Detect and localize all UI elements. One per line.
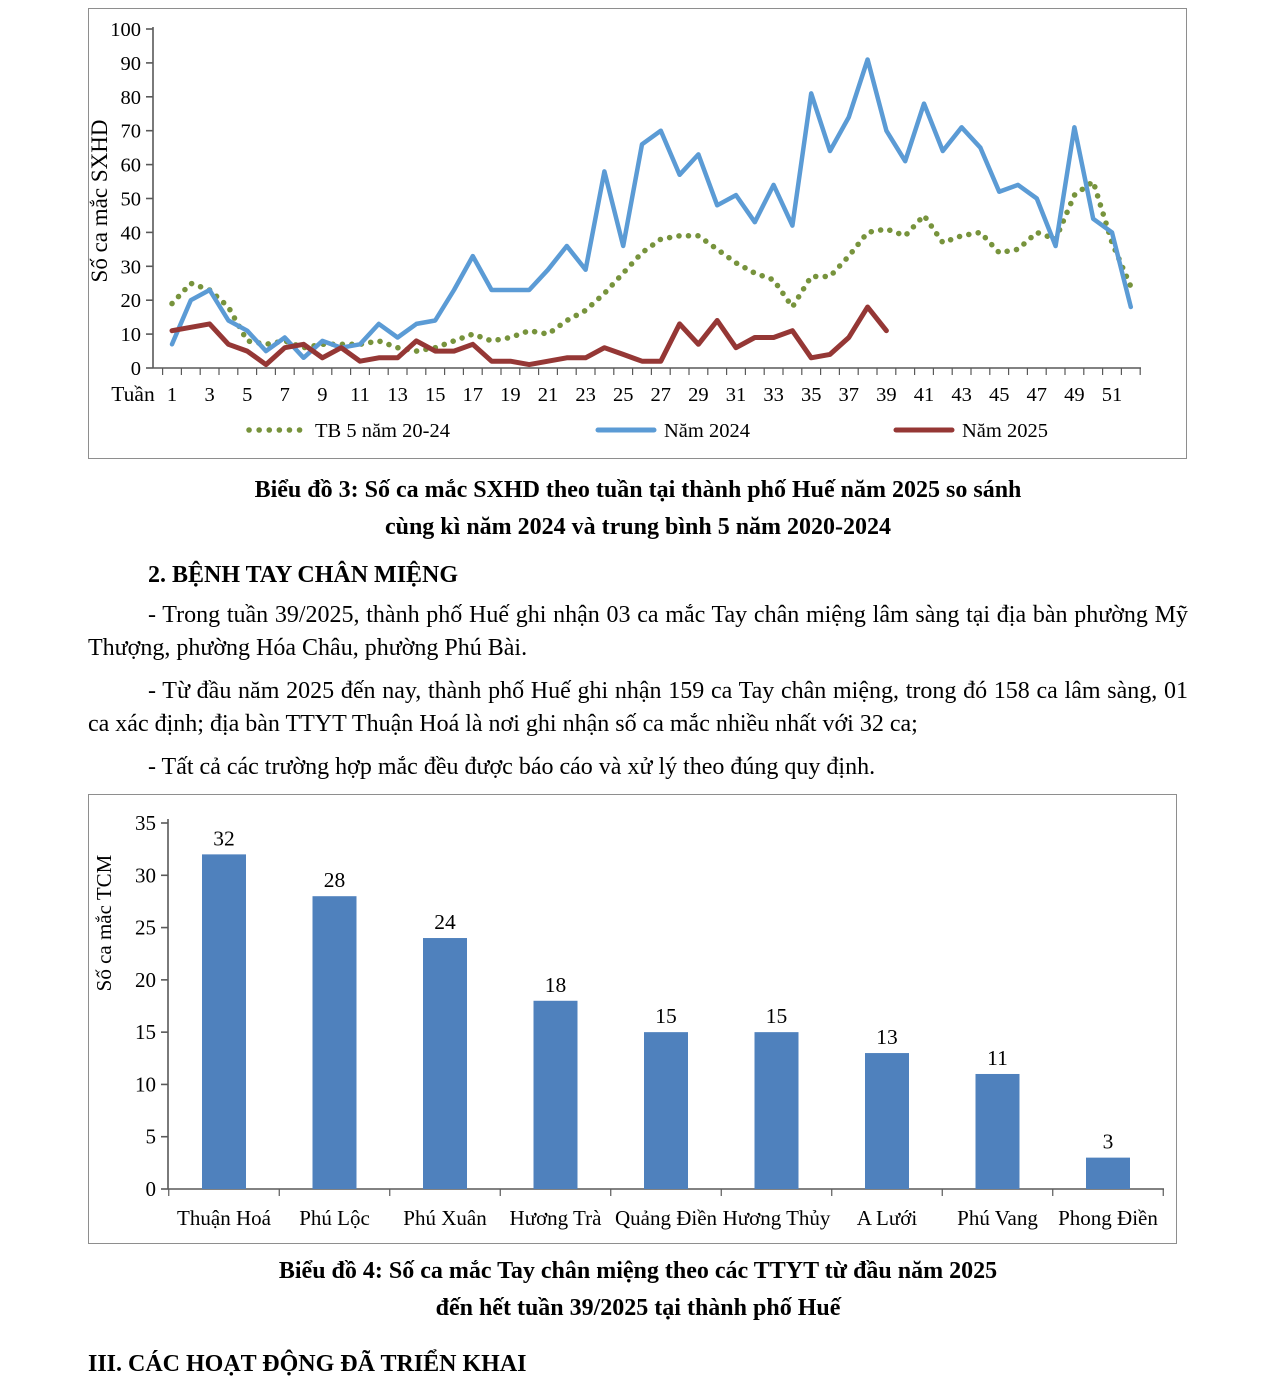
- svg-text:19: 19: [500, 384, 521, 406]
- svg-text:0: 0: [130, 358, 141, 380]
- svg-text:37: 37: [838, 384, 860, 406]
- chart4-caption-line1: Biểu đồ 4: Số ca mắc Tay chân miệng theo các TTYT từ đầu năm 2025: [278, 1258, 998, 1284]
- svg-text:20: 20: [120, 290, 141, 313]
- bar-value-label: 18: [544, 972, 567, 997]
- legend-label: TB 5 năm 20-24: [315, 420, 450, 442]
- tcm-bar-chart: [89, 795, 1176, 1243]
- tcm-paragraph-1: - Trong tuần 39/2025, thành phố Huế ghi nhận 03 ca mắc Tay chân miệng lâm sàng tại địa bàn phường Mỹ Thượng, phường Hóa Châu, phường Phú Bài.: [88, 602, 1188, 661]
- bar-category-label: Phong Điền: [1058, 1206, 1158, 1230]
- svg-text:11: 11: [350, 384, 370, 406]
- tcm-paragraph-2: - Từ đầu năm 2025 đến nay, thành phố Huế ghi nhận 159 ca Tay chân miệng, trong đó 158 ca lâm sàng, 01 ca xác định; địa bàn TTYT Thuận Hoá là nơi ghi nhận số ca mắc nhiều nhất với 32 ca;: [88, 678, 1188, 737]
- bar-category-label: A Lưới: [856, 1206, 918, 1230]
- svg-text:45: 45: [988, 384, 1010, 406]
- legend-label: Năm 2025: [962, 420, 1048, 442]
- svg-text:17: 17: [462, 384, 484, 406]
- series-năm-2024: [172, 60, 1131, 358]
- svg-text:0: 0: [145, 1177, 156, 1201]
- svg-text:100: 100: [110, 19, 141, 41]
- bar-Hương Thủy: [755, 1032, 799, 1189]
- svg-text:5: 5: [145, 1124, 156, 1149]
- svg-text:7: 7: [279, 384, 290, 406]
- bar-category-label: Hương Trà: [509, 1206, 602, 1230]
- svg-text:43: 43: [951, 384, 972, 406]
- legend: [249, 420, 1048, 442]
- bar-value-label: 3: [1102, 1129, 1114, 1154]
- svg-text:15: 15: [135, 1020, 156, 1045]
- bar-Phú Xuân: [423, 938, 467, 1189]
- svg-text:49: 49: [1064, 384, 1085, 406]
- series-tb-5-năm-20-24: [172, 182, 1131, 352]
- bar-value-label: 15: [765, 1004, 788, 1029]
- tcm-paragraph-3: - Tất cả các trường hợp mắc đều được báo cáo và xử lý theo đúng quy định.: [148, 754, 876, 780]
- chart4-caption: [88, 1253, 1188, 1327]
- svg-text:90: 90: [120, 52, 141, 75]
- svg-text:51: 51: [1101, 384, 1123, 406]
- y-axis-title: Số ca mắc SXHD: [89, 119, 112, 283]
- svg-text:31: 31: [725, 384, 747, 406]
- bar-category-label: Phú Xuân: [403, 1206, 487, 1230]
- svg-text:27: 27: [650, 384, 672, 406]
- svg-text:50: 50: [120, 188, 141, 211]
- bar-value-label: 15: [655, 1004, 677, 1029]
- bar-Thuận Hoá: [202, 854, 246, 1189]
- sxhd-line-chart-box: [88, 8, 1187, 459]
- bar-category-label: Phú Lộc: [299, 1206, 370, 1230]
- svg-text:30: 30: [120, 256, 141, 279]
- bar-value-label: 11: [987, 1045, 1008, 1070]
- svg-text:13: 13: [387, 384, 408, 406]
- svg-text:9: 9: [317, 384, 328, 406]
- svg-text:20: 20: [135, 967, 156, 992]
- svg-text:35: 35: [800, 384, 822, 406]
- bar-Hương Trà: [534, 1001, 578, 1189]
- svg-text:10: 10: [135, 1072, 156, 1097]
- svg-text:23: 23: [575, 384, 596, 406]
- chart3-caption-line2: cùng kì năm 2024 và trung bình 5 năm 2020-2024: [384, 514, 892, 540]
- bar-Quảng Điền: [644, 1032, 688, 1189]
- bar-Phú Lộc: [313, 896, 357, 1189]
- tcm-bar-chart-box: [88, 794, 1177, 1244]
- bar-category-label: Quảng Điền: [614, 1206, 718, 1230]
- svg-text:21: 21: [537, 384, 559, 406]
- svg-text:39: 39: [876, 384, 897, 406]
- legend-label: Năm 2024: [664, 420, 750, 442]
- svg-text:1: 1: [166, 384, 178, 406]
- svg-text:5: 5: [242, 384, 253, 406]
- svg-text:15: 15: [424, 384, 446, 406]
- bar-value-label: 32: [213, 826, 235, 851]
- bar-category-label: Hương Thủy: [722, 1206, 831, 1230]
- svg-text:30: 30: [135, 863, 156, 888]
- svg-text:41: 41: [913, 384, 935, 406]
- bar-A Lưới: [865, 1053, 909, 1189]
- svg-text:25: 25: [612, 384, 634, 406]
- bar-value-label: 24: [434, 910, 456, 935]
- svg-text:47: 47: [1026, 384, 1048, 406]
- svg-text:10: 10: [120, 324, 141, 347]
- chart3-caption: [88, 472, 1188, 546]
- bar-category-label: Thuận Hoá: [177, 1206, 271, 1230]
- x-axis-title: Tuần: [111, 382, 155, 406]
- chart4-caption-line2: đến hết tuần 39/2025 tại thành phố Huế: [435, 1295, 841, 1321]
- svg-text:60: 60: [120, 154, 141, 177]
- svg-text:40: 40: [120, 222, 141, 245]
- bar-value-label: 28: [323, 868, 346, 893]
- svg-text:70: 70: [120, 120, 141, 143]
- section-2-heading: 2. BỆNH TAY CHÂN MIỆNG: [148, 562, 459, 588]
- bar-Phong Điền: [1086, 1158, 1130, 1189]
- svg-text:80: 80: [120, 86, 141, 109]
- series: [172, 60, 1131, 365]
- bar-Phú Vang: [976, 1074, 1020, 1189]
- bar-value-label: 13: [876, 1025, 898, 1050]
- bar-category-label: Phú Vang: [957, 1206, 1038, 1230]
- chart3-caption-line1: Biểu đồ 3: Số ca mắc SXHD theo tuần tại thành phố Huế năm 2025 so sánh: [254, 477, 1022, 503]
- series-năm-2025: [172, 307, 886, 365]
- svg-text:33: 33: [763, 384, 784, 406]
- section-3-heading: III. CÁC HOẠT ĐỘNG ĐÃ TRIỂN KHAI: [88, 1351, 527, 1377]
- sxhd-line-chart: [89, 9, 1186, 458]
- svg-text:29: 29: [688, 384, 709, 406]
- svg-text:25: 25: [135, 915, 156, 940]
- svg-text:35: 35: [135, 811, 156, 836]
- svg-text:3: 3: [204, 384, 215, 406]
- bars: [177, 826, 1158, 1230]
- y-axis-title: Số ca mắc TCM: [92, 854, 116, 992]
